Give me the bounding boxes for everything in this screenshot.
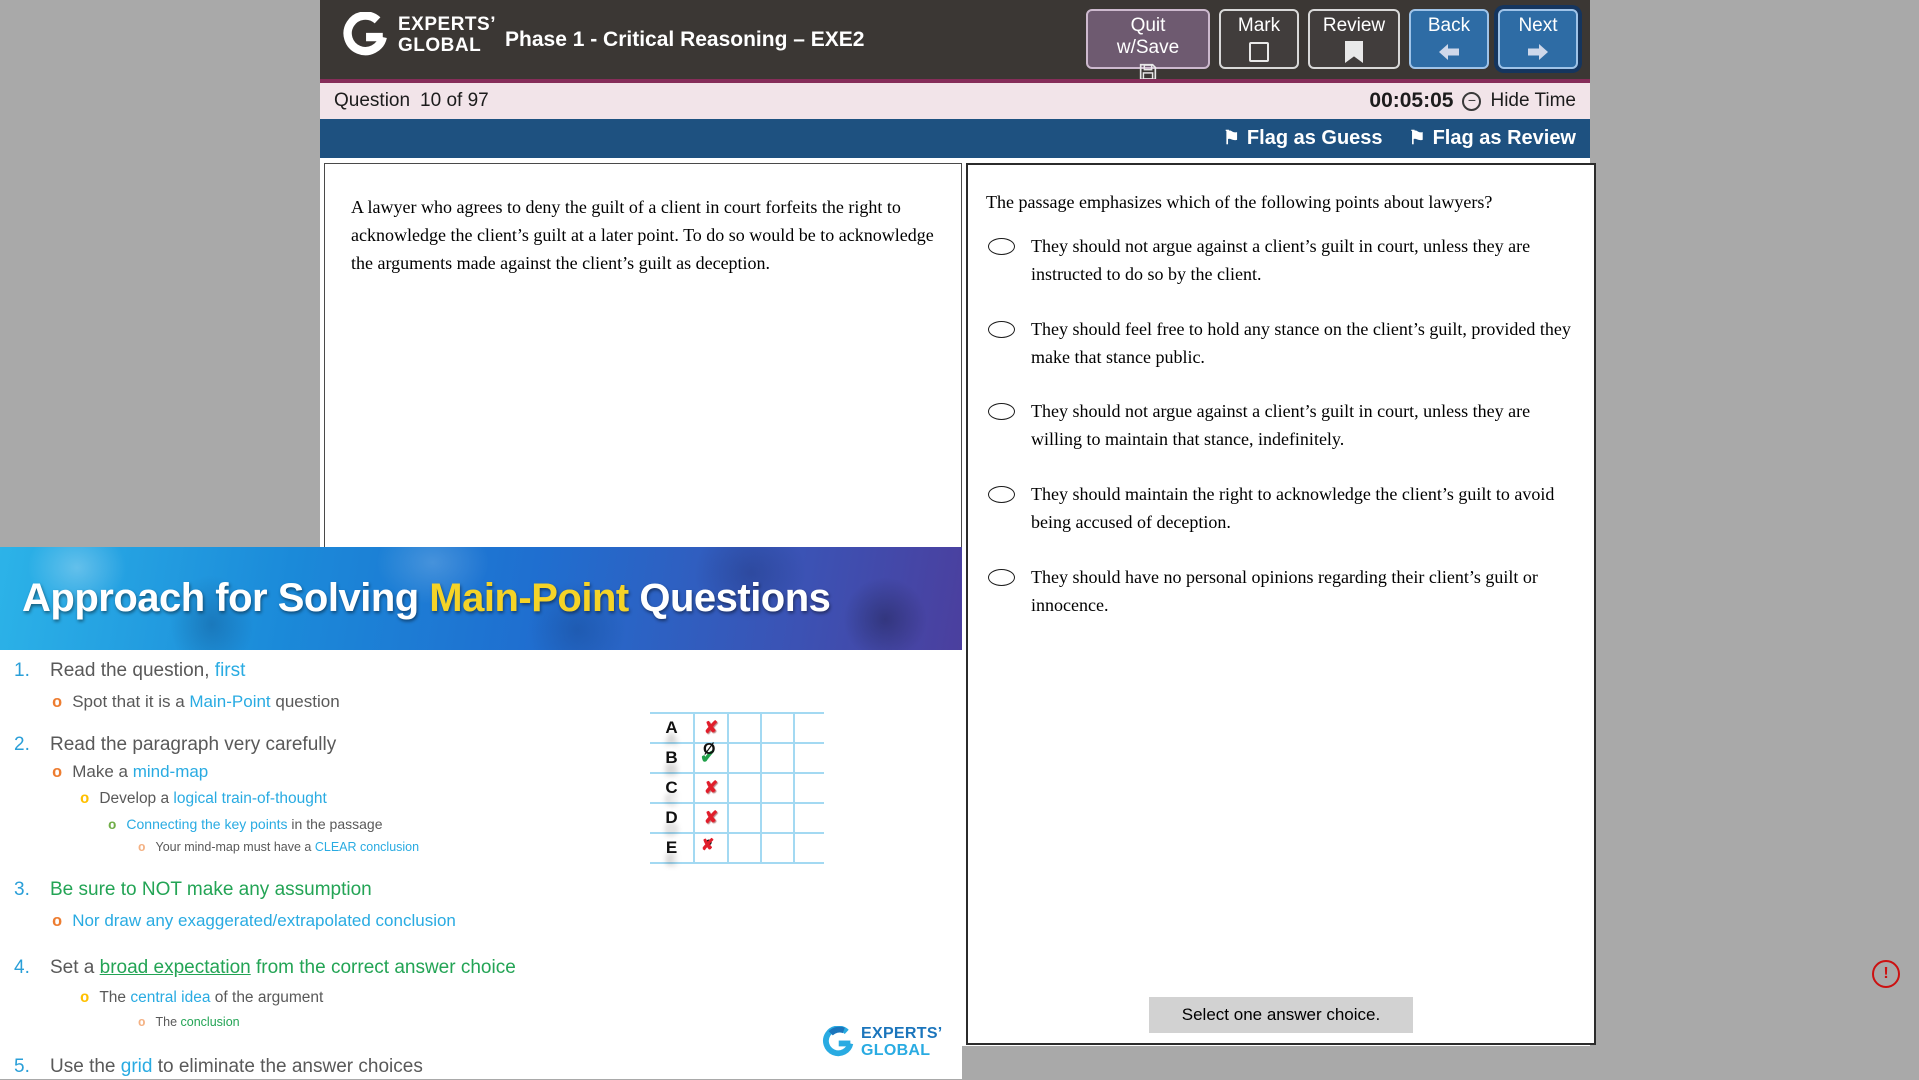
list-item: 3. Be sure to NOT make any assumption xyxy=(14,879,372,900)
question-word: Question xyxy=(334,90,411,111)
next-button[interactable] xyxy=(1498,9,1578,69)
select-instruction: Select one answer choice. xyxy=(1149,997,1413,1033)
cross-filled-mark-icon xyxy=(701,836,721,856)
bullet-icon xyxy=(138,839,146,857)
mark-button[interactable] xyxy=(1219,9,1299,69)
list-item: o The conclusion xyxy=(0,1013,660,1032)
radio-button[interactable] xyxy=(988,486,1015,503)
question-count: 10 of 97 xyxy=(420,90,489,111)
slide-footer-brand xyxy=(822,1025,943,1059)
passage-text: A lawyer who agrees to deny the guilt of a client in court forfeits the right to acknowledge the client’s guilt at a later point. To do so would be to acknowledge the arguments made against the client’s guilt as deception. xyxy=(351,197,934,273)
list-item: o Make a mind-map xyxy=(0,760,660,786)
answer-option-a[interactable] xyxy=(986,233,1580,289)
mark-square-icon xyxy=(1249,39,1269,65)
option-text: They should have no personal opinions regarding their client’s guilt or innocence. xyxy=(1031,567,1538,615)
brand-line1: EXPERTS’ xyxy=(398,14,496,35)
flag-icon xyxy=(1223,127,1240,150)
timer: 00:05:05 xyxy=(1369,89,1454,112)
app-header xyxy=(320,0,1590,79)
check-crossed-mark-icon xyxy=(700,745,722,767)
bullet-icon xyxy=(52,692,62,716)
list-item: 2. Read the paragraph very carefully xyxy=(14,734,337,755)
flag-bar xyxy=(320,119,1590,158)
experts-global-g-icon xyxy=(342,12,388,58)
elimination-grid xyxy=(650,712,824,864)
grid-row-b: B ✔ Ø xyxy=(650,743,824,773)
grid-row-a: A ✘ xyxy=(650,713,824,743)
option-text: They should not argue against a client’s guilt in court, unless they are willing to maintain that stance, indefinitely. xyxy=(1031,401,1531,450)
bullet-icon xyxy=(80,987,89,1009)
list-item: o Develop a logical train-of-thought xyxy=(0,788,660,810)
bookmark-icon xyxy=(1345,39,1363,65)
question-stem: The passage emphasizes which of the following points about lawyers? xyxy=(986,192,1493,212)
experts-global-g-icon xyxy=(822,1026,854,1058)
cross-mark-icon xyxy=(704,720,718,737)
alert-exclamation-icon[interactable]: ! xyxy=(1872,960,1900,988)
list-item: o Connecting the key points in the passage xyxy=(0,814,660,836)
radio-button[interactable] xyxy=(988,403,1015,420)
arrow-right-icon xyxy=(1526,39,1550,65)
list-item: 1. Read the question, first xyxy=(14,660,246,681)
list-item: o Nor draw any exaggerated/extrapolated conclusion xyxy=(0,909,660,935)
slide-title: Approach for Solving Main-Point Questions xyxy=(22,576,831,620)
list-item: o Spot that it is a Main-Point question xyxy=(0,690,660,716)
quit-save-label: Quit w/Save xyxy=(1116,15,1180,58)
page-title: Phase 1 - Critical Reasoning – EXE2 xyxy=(505,27,865,51)
toolbar xyxy=(1086,9,1578,69)
arrow-left-icon xyxy=(1437,39,1461,65)
radio-button[interactable] xyxy=(988,321,1015,338)
bullet-icon xyxy=(52,762,62,786)
brand-line2: GLOBAL xyxy=(398,35,482,56)
status-bar xyxy=(320,79,1590,119)
hide-time-icon[interactable] xyxy=(1462,92,1481,111)
quit-save-button[interactable] xyxy=(1086,9,1210,69)
list-item: 5. Use the grid to eliminate the answer choices xyxy=(14,1056,423,1077)
flag-as-review-button[interactable] xyxy=(1409,127,1576,150)
brand-logo xyxy=(342,12,496,58)
bullet-icon xyxy=(138,1014,146,1032)
bullet-icon xyxy=(80,788,89,810)
back-label: Back xyxy=(1427,15,1471,36)
bullet-icon xyxy=(52,911,62,935)
list-item: 4. Set a broad expectation from the correct answer choice xyxy=(14,957,516,978)
bullet-icon xyxy=(108,816,116,836)
flag-guess-label: Flag as Guess xyxy=(1246,127,1383,149)
grid-row-c: C ✘ xyxy=(650,773,824,803)
option-text: They should not argue against a client’s guilt in court, unless they are instructed to do so by the client. xyxy=(1031,235,1531,284)
review-button[interactable] xyxy=(1308,9,1400,69)
list-item: o The central idea of the argument xyxy=(0,987,660,1009)
back-button[interactable] xyxy=(1409,9,1489,69)
answer-option-e[interactable] xyxy=(986,564,1580,620)
question-panel xyxy=(966,163,1596,1045)
brand-line1: EXPERTS’ xyxy=(861,1025,943,1042)
answer-option-c[interactable] xyxy=(986,398,1580,454)
radio-button[interactable] xyxy=(988,569,1015,586)
next-label: Next xyxy=(1518,15,1558,36)
answer-option-b[interactable] xyxy=(986,316,1580,372)
list-item: o Your mind-map must have a CLEAR conclusion xyxy=(0,838,660,857)
slide-banner xyxy=(0,547,962,650)
flag-as-guess-button[interactable] xyxy=(1223,127,1383,150)
grid-row-d: D ✘ xyxy=(650,803,824,833)
cross-mark-icon xyxy=(704,780,718,797)
cross-mark-icon xyxy=(704,810,718,827)
answer-option-d[interactable] xyxy=(986,481,1580,537)
flag-review-label: Flag as Review xyxy=(1432,127,1576,149)
strategy-slide-overlay xyxy=(0,547,962,1079)
flag-icon xyxy=(1409,127,1426,150)
review-label: Review xyxy=(1322,15,1386,36)
option-text: They should maintain the right to acknowledge the client’s guilt to avoid being accused of deception. xyxy=(1031,484,1555,533)
hide-time-toggle[interactable]: Hide Time xyxy=(1490,90,1576,111)
option-text: They should feel free to hold any stance on the client’s guilt, provided they make that stance public. xyxy=(1031,318,1571,367)
slide-list xyxy=(0,650,660,1080)
slide-title-highlight: Main-Point xyxy=(429,576,629,620)
radio-button[interactable] xyxy=(988,238,1015,255)
grid-row-e: E ● ✘ xyxy=(650,833,824,863)
brand-line2: GLOBAL xyxy=(861,1042,931,1059)
mark-label: Mark xyxy=(1237,15,1281,36)
